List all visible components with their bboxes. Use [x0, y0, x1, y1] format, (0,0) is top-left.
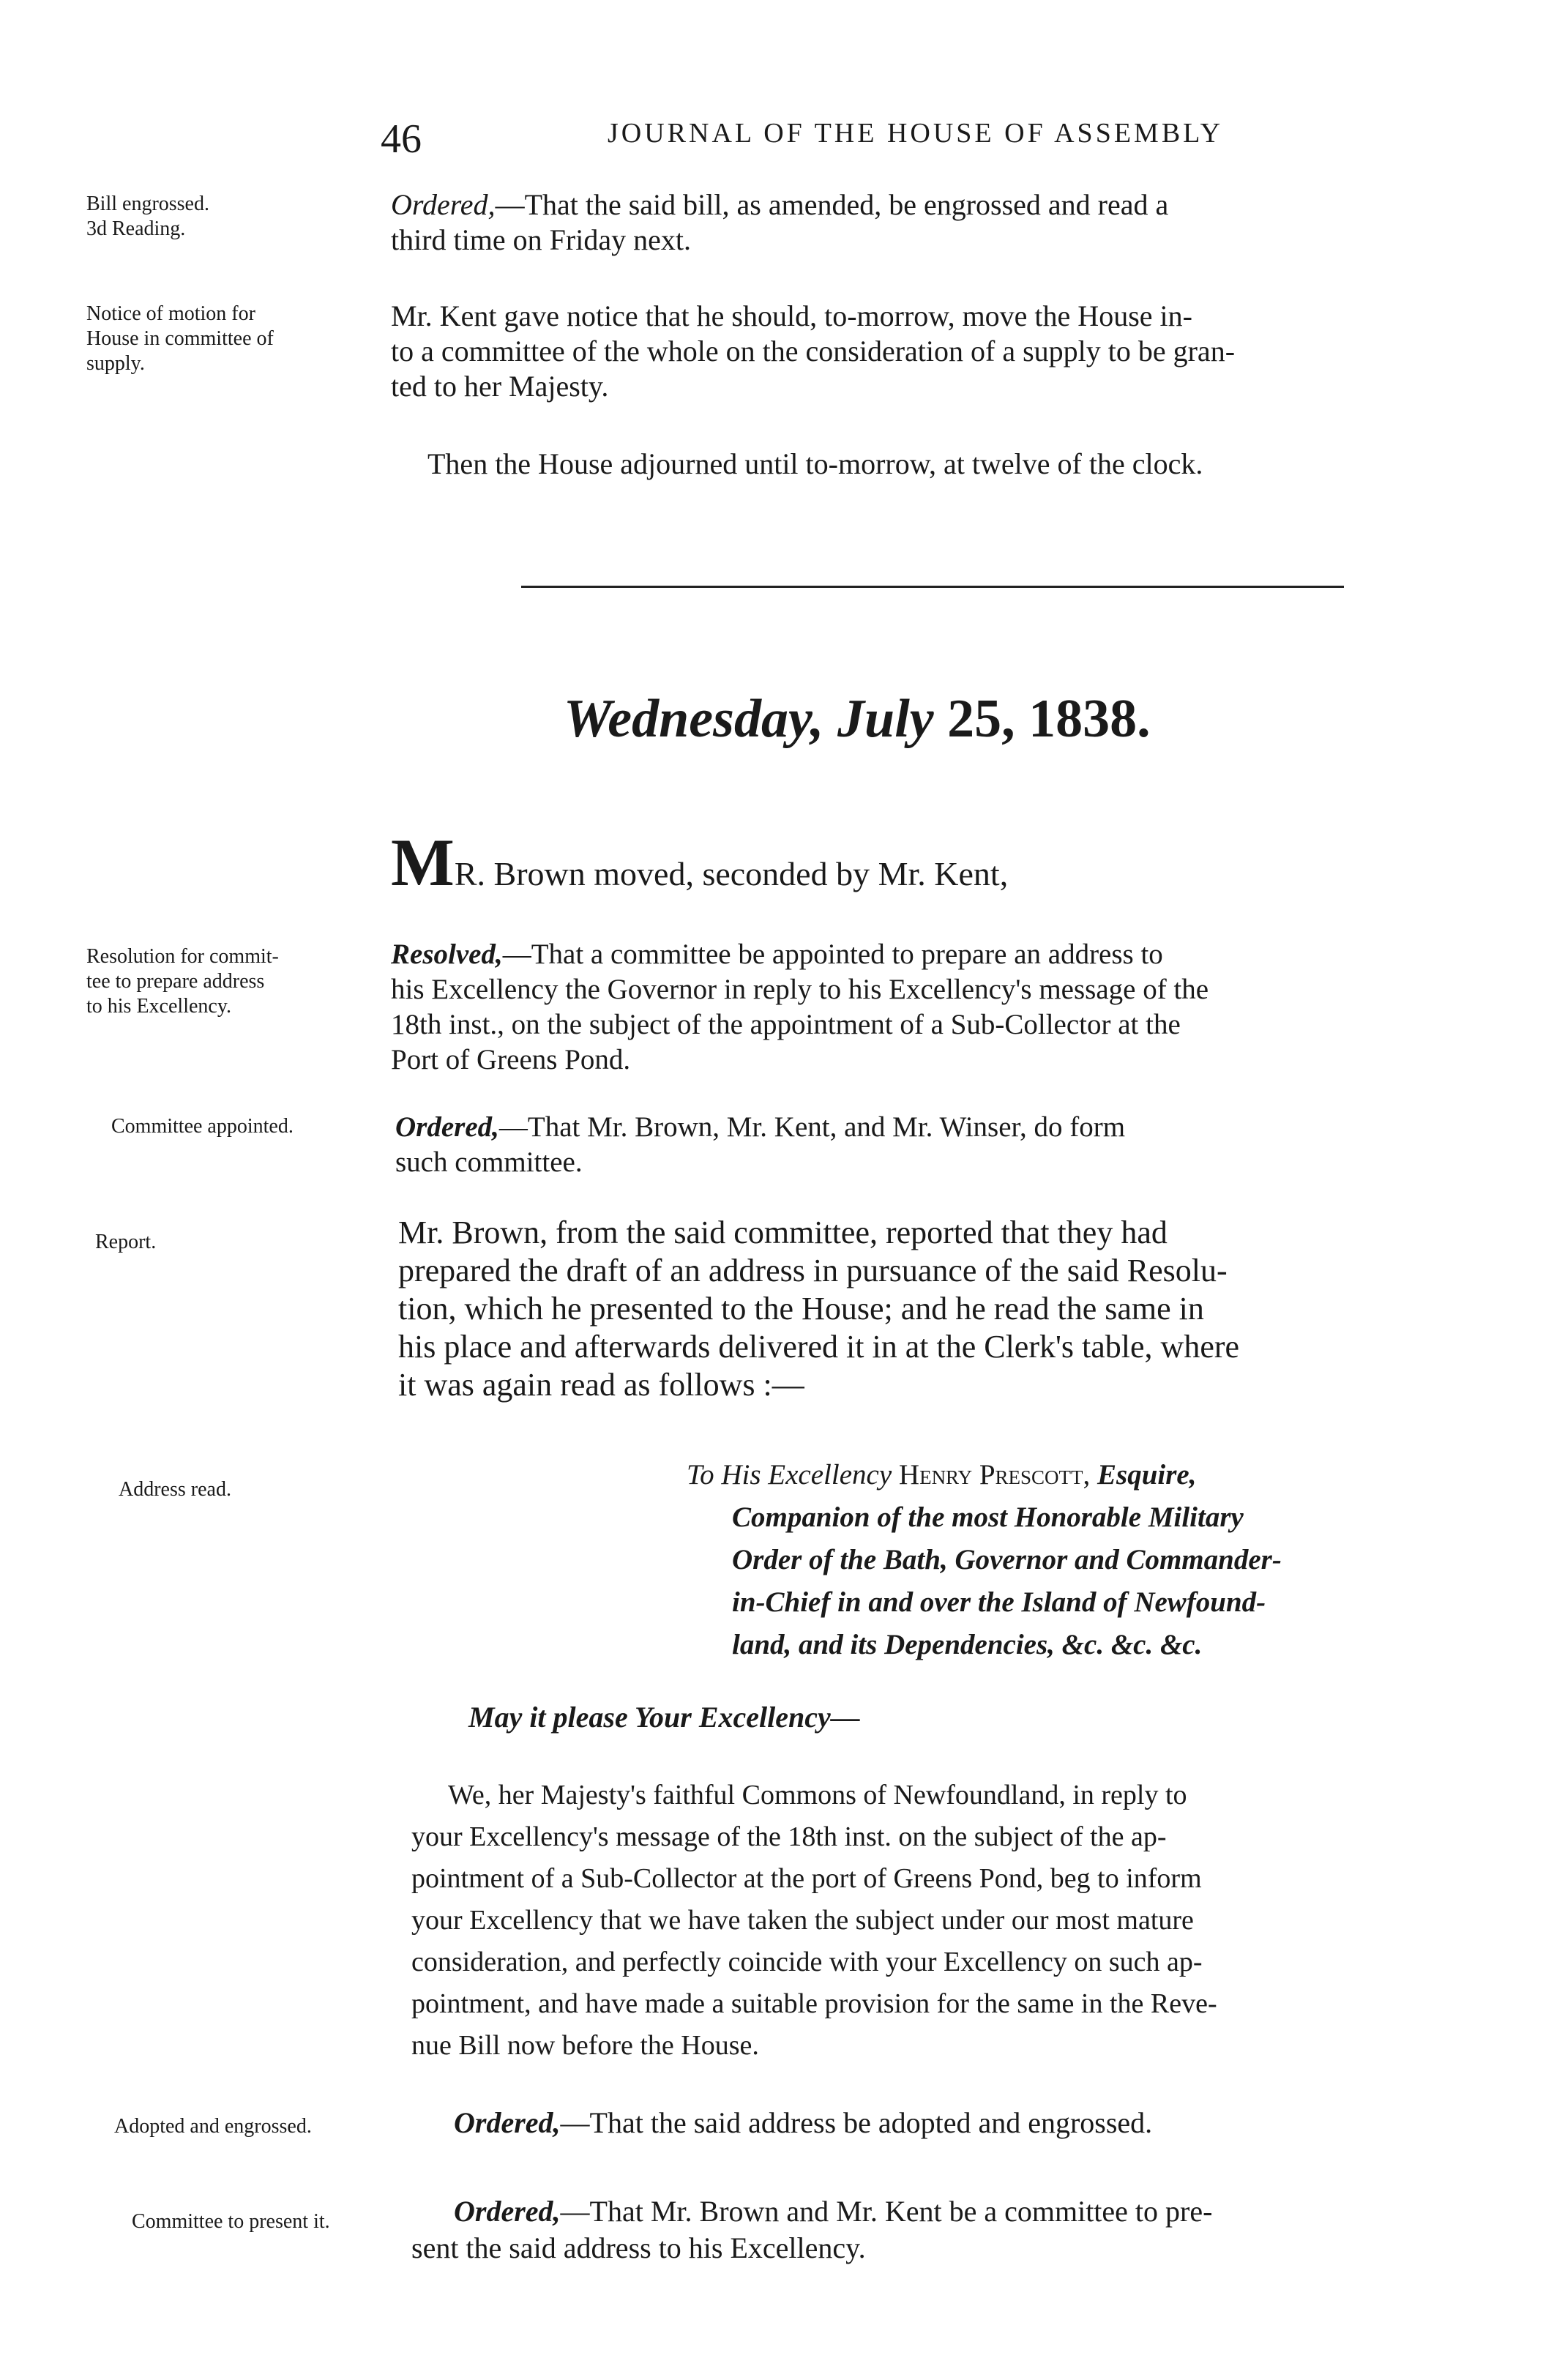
- paragraph-line: ted to her Majesty.: [391, 370, 609, 403]
- paragraph-line: [391, 187, 1168, 223]
- margin-note-committee-appointed: Committee appointed.: [111, 1115, 294, 1138]
- adjourned-paragraph: Then the House adjourned until to-morrow, at twelve of the clock.: [427, 447, 1203, 480]
- margin-note-resolution: [86, 944, 394, 1019]
- address-body: [411, 1775, 1217, 2067]
- ordered-lead: Ordered,: [395, 1111, 499, 1143]
- paragraph-line: sent the said address to his Excellency.: [411, 2231, 866, 2264]
- paragraph-line: [391, 937, 1209, 972]
- paragraph-line: it was again read as follows :—: [398, 1367, 804, 1403]
- date-day-year: 25, 1838.: [947, 689, 1151, 749]
- resolved-lead: Resolved,: [391, 939, 503, 970]
- drop-cap: M: [391, 825, 455, 900]
- margin-note-line: Resolution for commit-: [86, 945, 279, 968]
- paragraph-line: nue Bill now before the House.: [411, 2030, 759, 2061]
- margin-note-report: Report.: [95, 1231, 157, 1253]
- paragraph-line: Mr. Kent gave notice that he should, to-morrow, move the House in-: [391, 299, 1192, 332]
- date-month: July: [837, 689, 934, 749]
- resolved-paragraph: [391, 937, 1209, 1078]
- paragraph-line: pointment, and have made a suitable provision for the same in the Reve-: [411, 1988, 1217, 2019]
- ordered-lead: Ordered,: [454, 2106, 561, 2139]
- paragraph-line: pointment of a Sub-Collector at the port of Greens Pond, beg to inform: [411, 1863, 1202, 1894]
- paragraph-line: [454, 2105, 1152, 2141]
- section-divider: [521, 586, 1344, 588]
- ordered-text: —That the said bill, as amended, be engrossed and read a: [495, 188, 1169, 221]
- running-title: JOURNAL OF THE HOUSE OF ASSEMBLY: [608, 118, 1224, 149]
- address-heading-line: in-Chief in and over the Island of Newfound-: [732, 1586, 1266, 1618]
- paragraph-line: prepared the draft of an address in pursuance of the said Resolu-: [398, 1253, 1228, 1288]
- date-heading: [564, 688, 1151, 750]
- margin-note-line: House in committee of: [86, 327, 274, 350]
- address-to: To His Excellency: [687, 1459, 892, 1491]
- paragraph-line: to a committee of the whole on the consideration of a supply to be gran-: [391, 335, 1236, 368]
- margin-note-committee-present: Committee to present it.: [132, 2210, 330, 2233]
- ordered-engrossed-paragraph: [391, 187, 1168, 258]
- margin-note-line: Bill engrossed.: [86, 193, 209, 215]
- address-heading: [687, 1454, 1282, 1666]
- ordered-adopted-paragraph: [454, 2105, 1152, 2141]
- paragraph-line: Port of Greens Pond.: [391, 1044, 631, 1075]
- paragraph-line: Mr. Brown, from the said committee, reported that they had: [398, 1215, 1168, 1250]
- paragraph-line: We, her Majesty's faithful Commons of Newfoundland, in reply to: [448, 1780, 1187, 1810]
- ordered-lead: Ordered,: [391, 188, 496, 221]
- ordered-committee-paragraph: [395, 1110, 1125, 1180]
- address-esquire: Esquire,: [1097, 1459, 1197, 1491]
- address-heading-line: Order of the Bath, Governor and Commander-: [732, 1544, 1282, 1575]
- kent-notice-paragraph: [391, 299, 1235, 404]
- margin-note-line: tee to prepare address: [86, 970, 265, 993]
- margin-note-line: to his Excellency.: [86, 995, 232, 1018]
- brown-moved-text: R. Brown moved, seconded by Mr. Kent,: [454, 855, 1009, 892]
- ordered-text: —That the said address be adopted and engrossed.: [560, 2106, 1153, 2139]
- resolved-text: —That a committee be appointed to prepare an address to: [502, 939, 1163, 970]
- paragraph-line: your Excellency that we have taken the subject under our most mature: [411, 1905, 1194, 1936]
- ordered-present-paragraph: [411, 2193, 1212, 2267]
- paragraph-line: his Excellency the Governor in reply to his Excellency's message of the: [391, 974, 1209, 1005]
- margin-note-notice-of-motion: [86, 302, 394, 376]
- paragraph-line: [395, 1110, 1125, 1145]
- margin-note-line: 3d Reading.: [86, 217, 186, 240]
- margin-note-adopted: Adopted and engrossed.: [114, 2115, 312, 2138]
- margin-note-bill-engrossed: [86, 192, 394, 242]
- address-name: Henry Prescott,: [898, 1459, 1091, 1491]
- ordered-text: —That Mr. Brown and Mr. Kent be a committee to pre-: [560, 2195, 1213, 2228]
- address-heading-line: land, and its Dependencies, &c. &c. &c.: [732, 1629, 1203, 1660]
- address-heading-line: Companion of the most Honorable Military: [732, 1502, 1244, 1533]
- brown-moved-paragraph: [391, 825, 1009, 900]
- page-number: 46: [381, 116, 422, 162]
- paragraph-line: third time on Friday next.: [391, 223, 691, 256]
- address-heading-line: [687, 1454, 1282, 1496]
- margin-note-line: Notice of motion for: [86, 302, 255, 325]
- margin-note-address-read: Address read.: [119, 1478, 231, 1501]
- paragraph-line: 18th inst., on the subject of the appointment of a Sub-Collector at the: [391, 1009, 1181, 1040]
- ordered-lead: Ordered,: [454, 2195, 561, 2228]
- salutation: May it please Your Excellency—: [468, 1701, 860, 1734]
- paragraph-line: tion, which he presented to the House; and he read the same in: [398, 1291, 1204, 1327]
- margin-note-line: supply.: [86, 352, 145, 375]
- paragraph-line: consideration, and perfectly coincide with your Excellency on such ap-: [411, 1947, 1203, 1977]
- paragraph-line: his place and afterwards delivered it in at the Clerk's table, where: [398, 1329, 1240, 1365]
- date-weekday: Wednesday,: [564, 689, 824, 749]
- paragraph-line: such committee.: [395, 1146, 583, 1178]
- paragraph-line: your Excellency's message of the 18th inst. on the subject of the ap-: [411, 1821, 1167, 1852]
- paragraph-line: [411, 2193, 1212, 2230]
- ordered-text: —That Mr. Brown, Mr. Kent, and Mr. Winser, do form: [498, 1111, 1126, 1143]
- report-paragraph: [398, 1214, 1239, 1404]
